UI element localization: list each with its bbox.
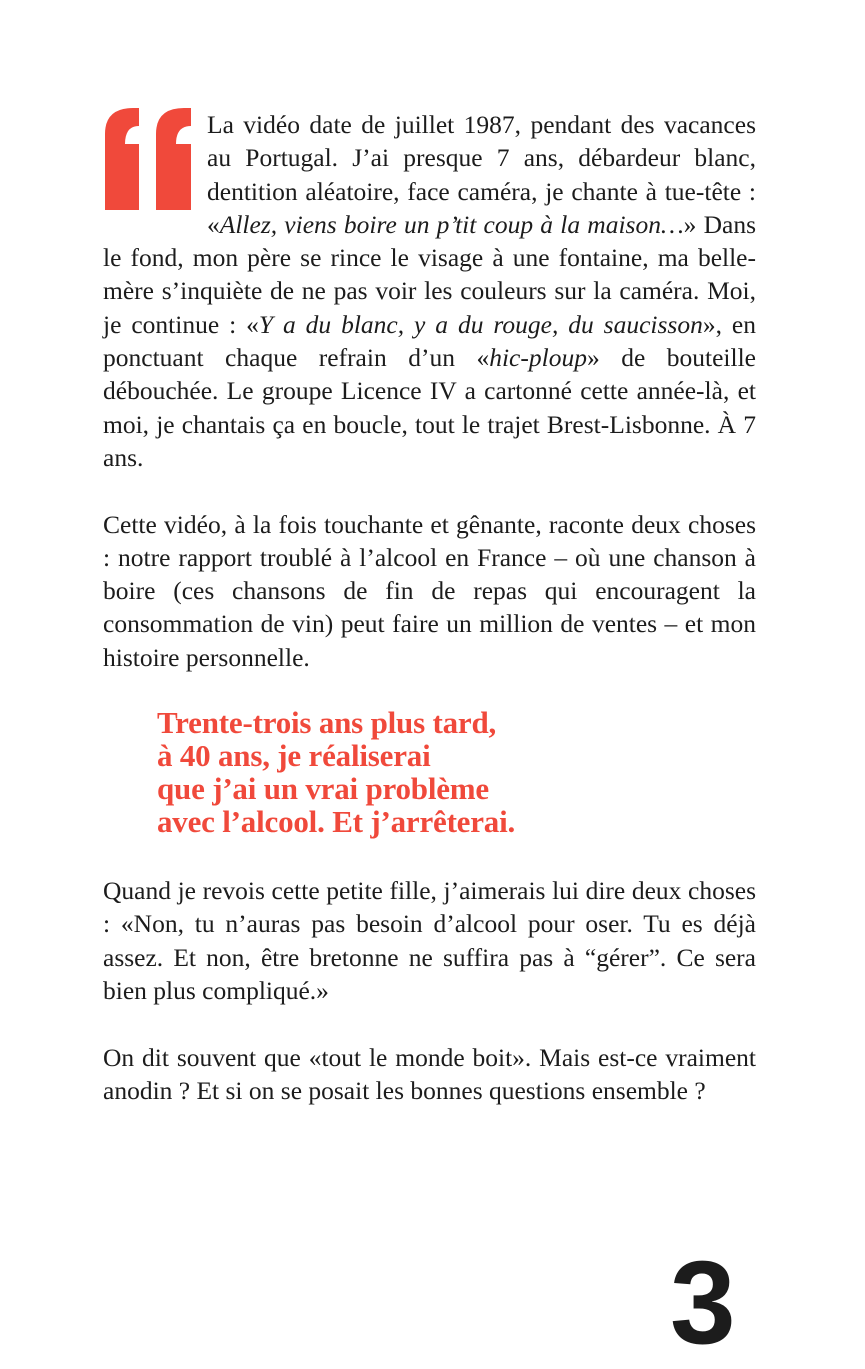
pull-quote-line: à 40 ans, je réaliserai	[157, 738, 431, 774]
pull-quote-line: avec l’alcool. Et j’arrêterai.	[157, 804, 516, 840]
pull-quote-line: Trente-trois ans plus tard,	[157, 705, 497, 741]
song-lyric: Allez, viens boire un p’tit coup à la maison…	[219, 209, 684, 239]
pull-quote-line: que j’ai un vrai problème	[157, 771, 489, 807]
paragraph-4: On dit souvent que «tout le monde boit». Mais est-ce vraiment anodin ? Et si on se posait les bonnes questions ensemble ?	[103, 1042, 756, 1105]
page-number: 3	[670, 1237, 736, 1369]
paragraph-1	[103, 108, 756, 474]
paragraph-2: Cette vidéo, à la fois touchante et gênante, raconte deux choses : notre rapport troublé à l’alcool en France – où une chanson à boire (ces chansons de fin de repas qui encouragent la consommation de vin) peut faire un million de ventes – et mon histoire personnelle.	[103, 509, 756, 672]
quotation-mark-icon	[103, 108, 207, 208]
paragraph-text: » de bouteille débouchée. Le groupe Licence IV a cartonné cette année-là, et moi, je chantais ça en boucle, tout le trajet Brest-Lisbonne. À 7 ans.	[103, 343, 757, 472]
pull-quote	[157, 706, 756, 838]
onomatopoeia: hic-ploup	[489, 343, 587, 373]
paragraph-text: », en ponctuant chaque refrain d’un «	[103, 309, 757, 373]
article-body	[103, 108, 756, 1107]
song-lyric: Y a du blanc, y a du rouge, du saucisson	[258, 309, 703, 339]
paragraph-text: » Dans le fond, mon père se rince le visage à une fontaine, ma belle-mère s’inquiète de ne pas voir les couleurs sur la caméra. Moi, je continue : «	[103, 209, 756, 339]
paragraph-text: La vidéo date de juillet 1987, pendant des vacances au Portugal. J’ai presque 7 ans, débardeur blanc, dentition aléatoire, face caméra, je chante à tue-tête : «	[207, 110, 756, 239]
paragraph-3: Quand je revois cette petite fille, j’aimerais lui dire deux choses : «Non, tu n’auras pas besoin d’alcool pour oser. Tu es déjà assez. Et non, être bretonne ne suffira pas à “gérer”. Ce sera bien plus compliqué.»	[103, 876, 756, 1005]
